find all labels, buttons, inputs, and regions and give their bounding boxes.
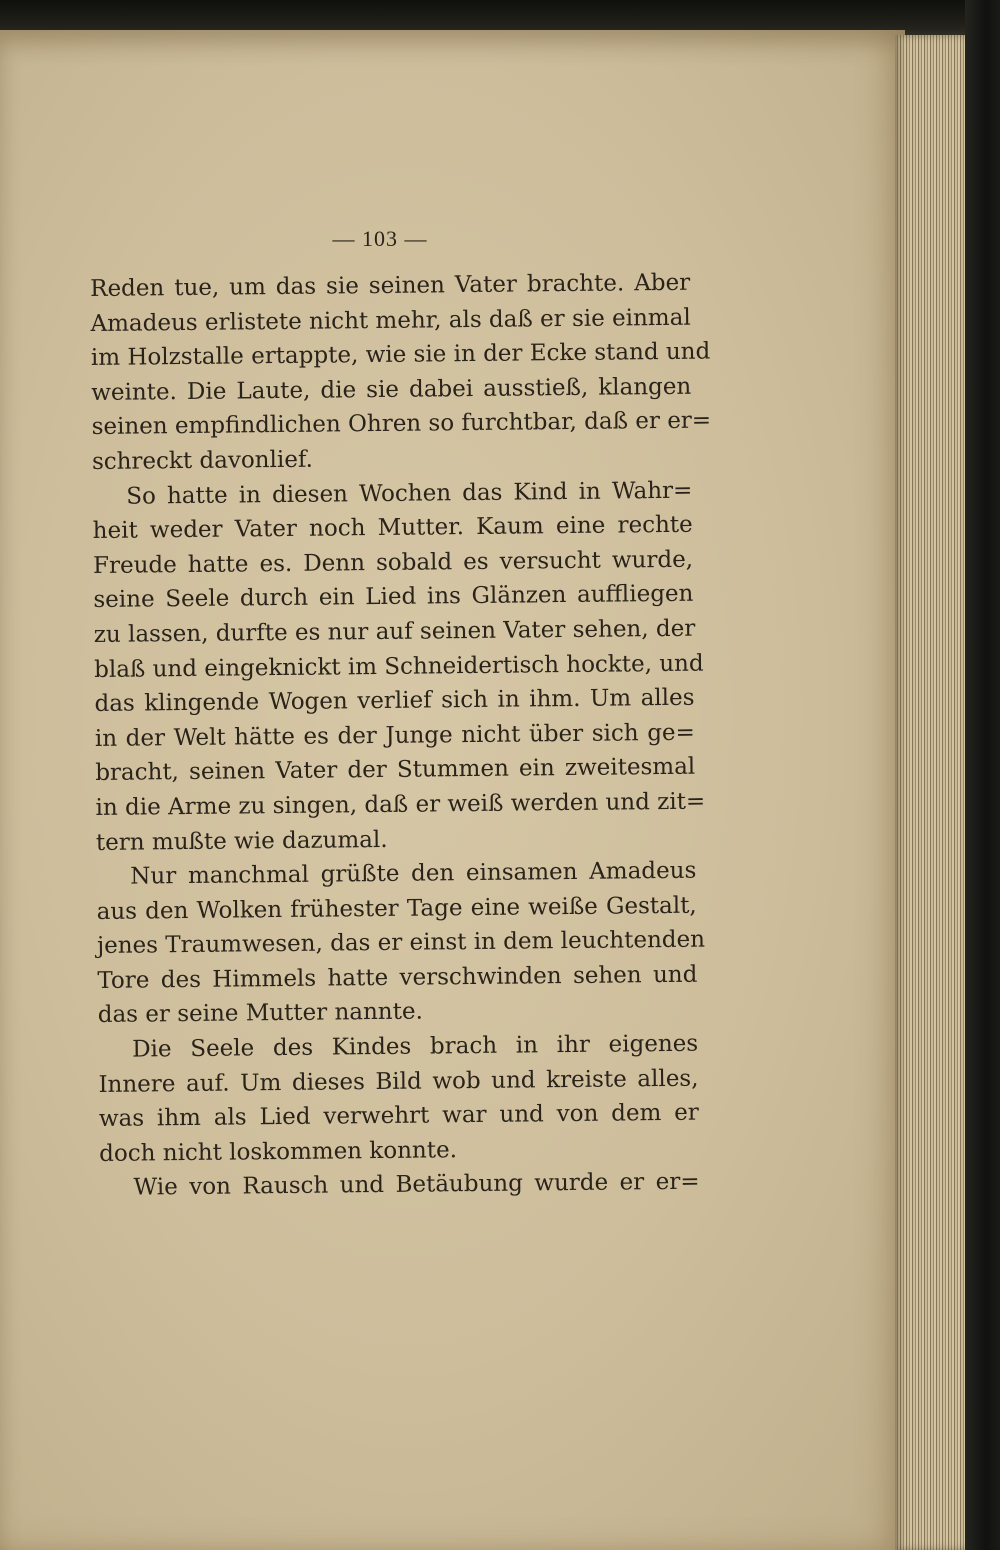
text-line: schreckt davonlief.: [91, 446, 314, 475]
text-line: tern mußte wie dazumal.: [95, 826, 388, 856]
page-number: — 103 —: [332, 226, 428, 251]
text-line: Freude hatte es. Denn sobald es versucht wurde,: [92, 546, 694, 579]
text-line: So hatte in diesen Wochen das Kind in Wahr=: [126, 477, 693, 510]
text-line: doch nicht loskommen konnte.: [99, 1137, 458, 1167]
text-line: Tore des Himmels hatte verschwinden sehen und: [97, 961, 698, 994]
text-line: weinte. Die Laute, die sie dabei ausstieß, klangen: [91, 373, 692, 406]
text-line: in die Arme zu singen, daß er weiß werden und zit=: [95, 788, 706, 821]
text-line: Innere auf. Um dieses Bild wob und kreiste alles,: [98, 1065, 699, 1098]
text-line: Reden tue, um das sie seinen Vater brachte. Aber: [90, 269, 691, 302]
body-text: [90, 266, 712, 1206]
text-line: im Holzstalle ertappte, wie sie in der Ecke stand und: [90, 338, 711, 372]
book-binding: [965, 0, 1000, 1550]
text-line: blaß und eingeknickt im Schneidertisch hockte, und: [94, 650, 704, 683]
text-line: in der Welt hätte es der Junge nicht über sich ge=: [94, 719, 695, 752]
text-line: aus den Wolken frühester Tage eine weiße Gestalt,: [96, 892, 697, 925]
text-line: Amadeus erlistete nicht mehr, als daß er sie einmal: [90, 304, 691, 337]
text-line: das klingende Wogen verlief sich in ihm. Um alles: [94, 684, 695, 718]
text-line: Die Seele des Kindes brach in ihr eigenes: [132, 1030, 699, 1063]
text-line: Nur manchmal grüßte den einsamen Amadeus: [130, 857, 697, 890]
text-line: bracht, seinen Vater der Stummen ein zweitesmal: [95, 754, 696, 787]
text-line: Wie von Rausch und Betäubung wurde er er=: [133, 1169, 700, 1202]
text-line: was ihm als Lied verwehrt war und von dem er: [98, 1099, 699, 1133]
page-stack-edges: [895, 35, 970, 1550]
text-line: seinen empfindlichen Ohren so furchtbar, daß er er=: [91, 407, 712, 441]
text-line: zu lassen, durfte es nur auf seinen Vater sehen, der: [93, 615, 696, 648]
text-line: seine Seele durch ein Lied ins Glänzen auffliegen: [93, 581, 694, 614]
text-line: heit weder Vater noch Mutter. Kaum eine rechte: [92, 511, 693, 545]
text-line: das er seine Mutter nannte.: [97, 999, 423, 1029]
text-line: jenes Traumwesen, das er einst in dem leuchtenden: [96, 926, 706, 960]
